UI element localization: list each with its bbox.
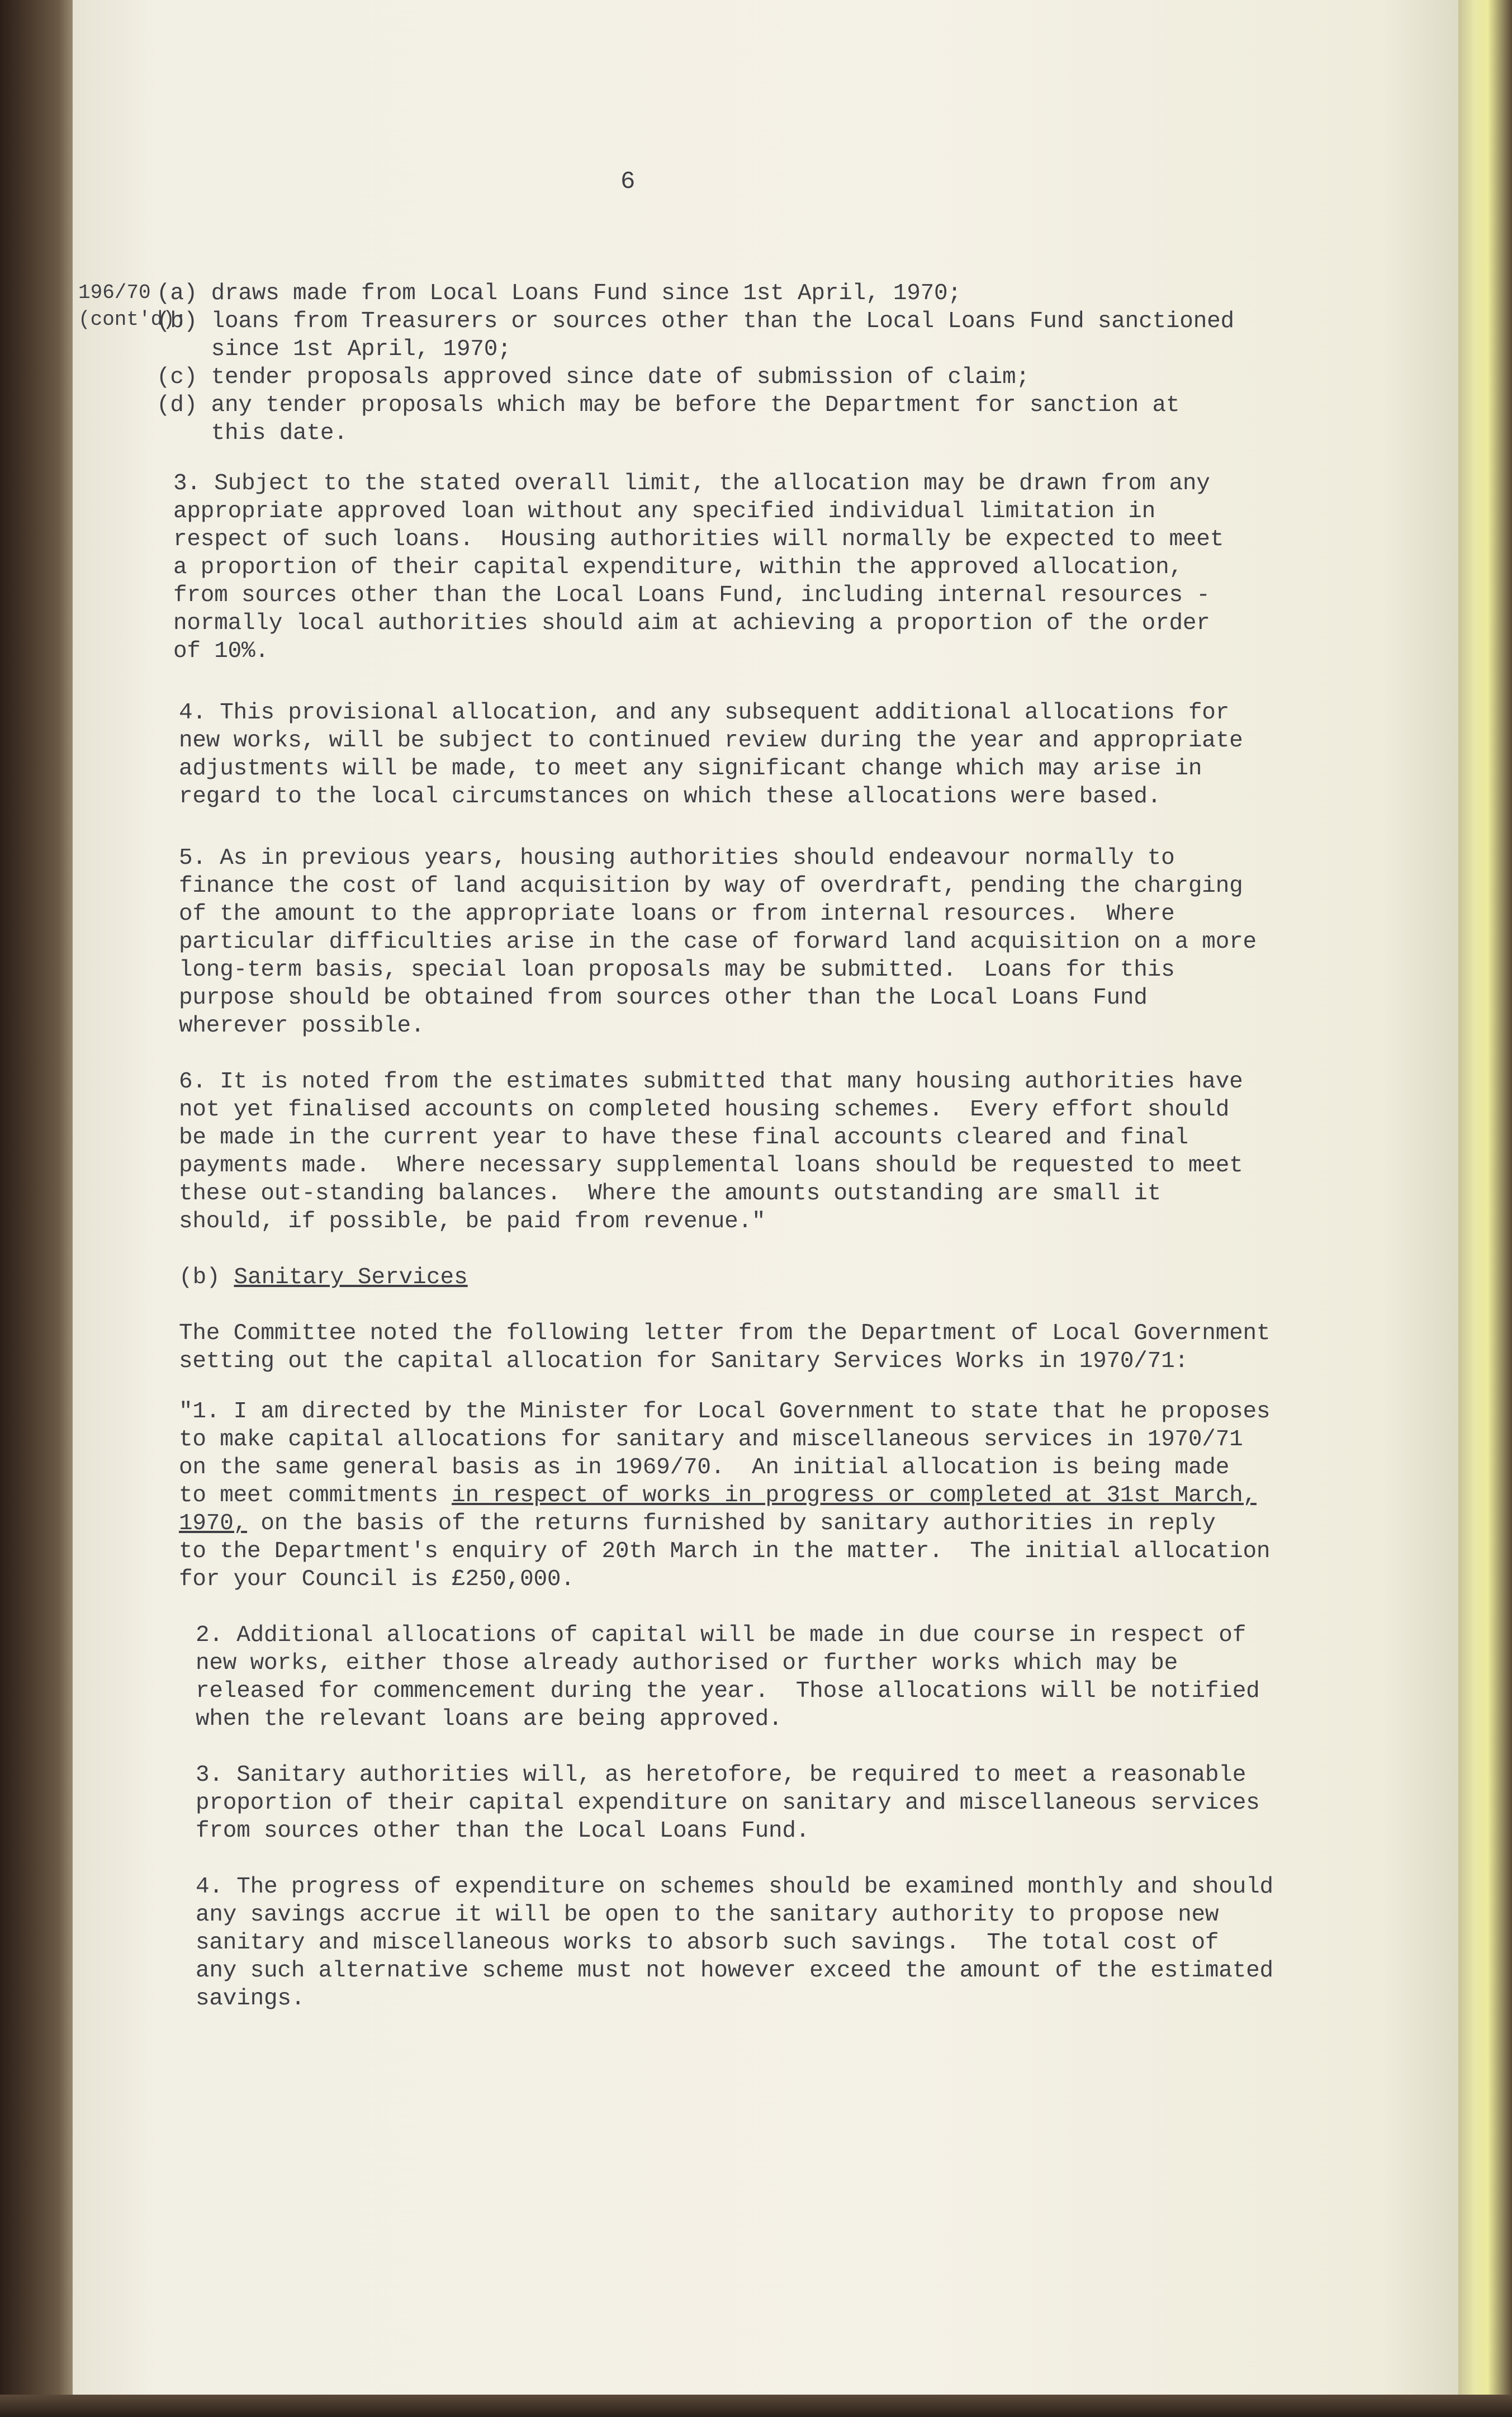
list-item-b-cont: since 1st April, 1970; <box>157 337 511 362</box>
para5-line: finance the cost of land acquisition by way of overdraft, pending the charging <box>179 873 1243 899</box>
book-bottom-edge <box>0 2395 1512 2417</box>
list-item-c: (c) tender proposals approved since date of submission of claim; <box>157 365 1030 390</box>
para6-line: should, if possible, be paid from revenue." <box>179 1209 766 1234</box>
para3-line: normally local authorities should aim at achieving a proportion of the order <box>173 611 1210 636</box>
letter4-line: savings. <box>196 1986 305 2012</box>
para3-line: a proportion of their capital expenditure, within the approved allocation, <box>173 555 1183 580</box>
letter3-line: 3. Sanitary authorities will, as heretofore, be required to meet a reasonable <box>196 1762 1246 1788</box>
para3-line: respect of such loans. Housing authorities will normally be expected to meet <box>173 527 1224 552</box>
section-title: Sanitary Services <box>234 1265 468 1290</box>
letter2-line: when the relevant loans are being approved. <box>196 1706 783 1732</box>
list-item-d: (d) any tender proposals which may be before the Department for sanction at <box>157 392 1180 418</box>
para6-line: 6. It is noted from the estimates submitted that many housing authorities have <box>179 1069 1243 1095</box>
letter4-line: sanitary and miscellaneous works to absorb such savings. The total cost of <box>196 1930 1219 1956</box>
minute-ref-contd: (cont'd): <box>78 308 187 331</box>
section-marker: (b) <box>179 1265 220 1290</box>
para6-line: these out-standing balances. Where the amounts outstanding are small it <box>179 1181 1162 1207</box>
minute-ref-number: 196/70 <box>78 281 151 304</box>
para6-line: not yet finalised accounts on completed housing schemes. Every effort should <box>179 1097 1230 1123</box>
list-item-b: (b) loans from Treasurers or sources other than the Local Loans Fund sanctioned <box>157 309 1234 334</box>
intro-line: The Committee noted the following letter from the Department of Local Government <box>179 1321 1271 1346</box>
intro-line: setting out the capital allocation for Sanitary Services Works in 1970/71: <box>179 1349 1188 1374</box>
para5-line: 5. As in previous years, housing authorities should endeavour normally to <box>179 845 1175 871</box>
section-b-heading <box>179 1265 468 1290</box>
para5-line: wherever possible. <box>179 1013 425 1039</box>
para5-line: of the amount to the appropriate loans or from internal resources. Where <box>179 901 1175 927</box>
letter1-line: "1. I am directed by the Minister for Local Government to state that he proposes <box>179 1399 1271 1425</box>
para3-line: from sources other than the Local Loans Fund, including internal resources - <box>173 583 1210 608</box>
underlined-phrase: 1970, <box>179 1511 248 1536</box>
letter4-line: any savings accrue it will be open to the sanitary authority to propose new <box>196 1902 1219 1928</box>
letter3-line: proportion of their capital expenditure on sanitary and miscellaneous services <box>196 1790 1260 1816</box>
para6-line: payments made. Where necessary supplemental loans should be requested to meet <box>179 1153 1243 1179</box>
para5-line: purpose should be obtained from sources other than the Local Loans Fund <box>179 985 1148 1011</box>
page-edge <box>1458 0 1512 2417</box>
letter1-line: on the same general basis as in 1969/70. An initial allocation is being made <box>179 1455 1230 1481</box>
para3-line: of 10%. <box>173 638 269 664</box>
letter2-line: released for commencement during the year. Those allocations will be notified <box>196 1678 1260 1704</box>
para3-line: appropriate approved loan without any specified individual limitation in <box>173 499 1156 524</box>
para5-line: long-term basis, special loan proposals may be submitted. Loans for this <box>179 957 1175 983</box>
para4-line: 4. This provisional allocation, and any subsequent additional allocations for <box>179 700 1230 726</box>
letter1-line: to the Department's enquiry of 20th March in the matter. The initial allocation <box>179 1539 1271 1564</box>
letter2-line: new works, either those already authorised or further works which may be <box>196 1650 1178 1676</box>
letter1-line: for your Council is £250,000. <box>179 1567 575 1592</box>
page-number: 6 <box>620 168 636 196</box>
underlined-phrase: in respect of works in progress or completed at 31st March, <box>452 1483 1257 1508</box>
letter1-line <box>179 1482 1257 1510</box>
letter1-line: to make capital allocations for sanitary and miscellaneous services in 1970/71 <box>179 1427 1243 1453</box>
letter1-text: on the basis of the returns furnished by sanitary authorities in reply <box>247 1511 1216 1536</box>
letter3-line: from sources other than the Local Loans Fund. <box>196 1818 810 1844</box>
para3-line: 3. Subject to the stated overall limit, the allocation may be drawn from any <box>173 471 1210 496</box>
letter1-text: to meet commitments <box>179 1483 452 1508</box>
letter4-line: 4. The progress of expenditure on schemes should be examined monthly and should <box>196 1874 1273 1900</box>
para6-line: be made in the current year to have these final accounts cleared and final <box>179 1125 1188 1151</box>
letter2-line: 2. Additional allocations of capital will be made in due course in respect of <box>196 1623 1246 1648</box>
document-page <box>73 0 1464 2399</box>
para4-line: new works, will be subject to continued review during the year and appropriate <box>179 728 1243 754</box>
letter4-line: any such alternative scheme must not however exceed the amount of the estimated <box>196 1958 1273 1984</box>
para4-line: regard to the local circumstances on which these allocations were based. <box>179 784 1162 810</box>
list-item-d-cont: this date. <box>157 420 348 446</box>
para4-line: adjustments will be made, to meet any significant change which may arise in <box>179 756 1202 782</box>
book-binding <box>0 0 84 2417</box>
letter1-line <box>179 1510 1216 1538</box>
para5-line: particular difficulties arise in the case of forward land acquisition on a more <box>179 929 1257 955</box>
list-item-a: (a) draws made from Local Loans Fund since 1st April, 1970; <box>157 281 961 306</box>
